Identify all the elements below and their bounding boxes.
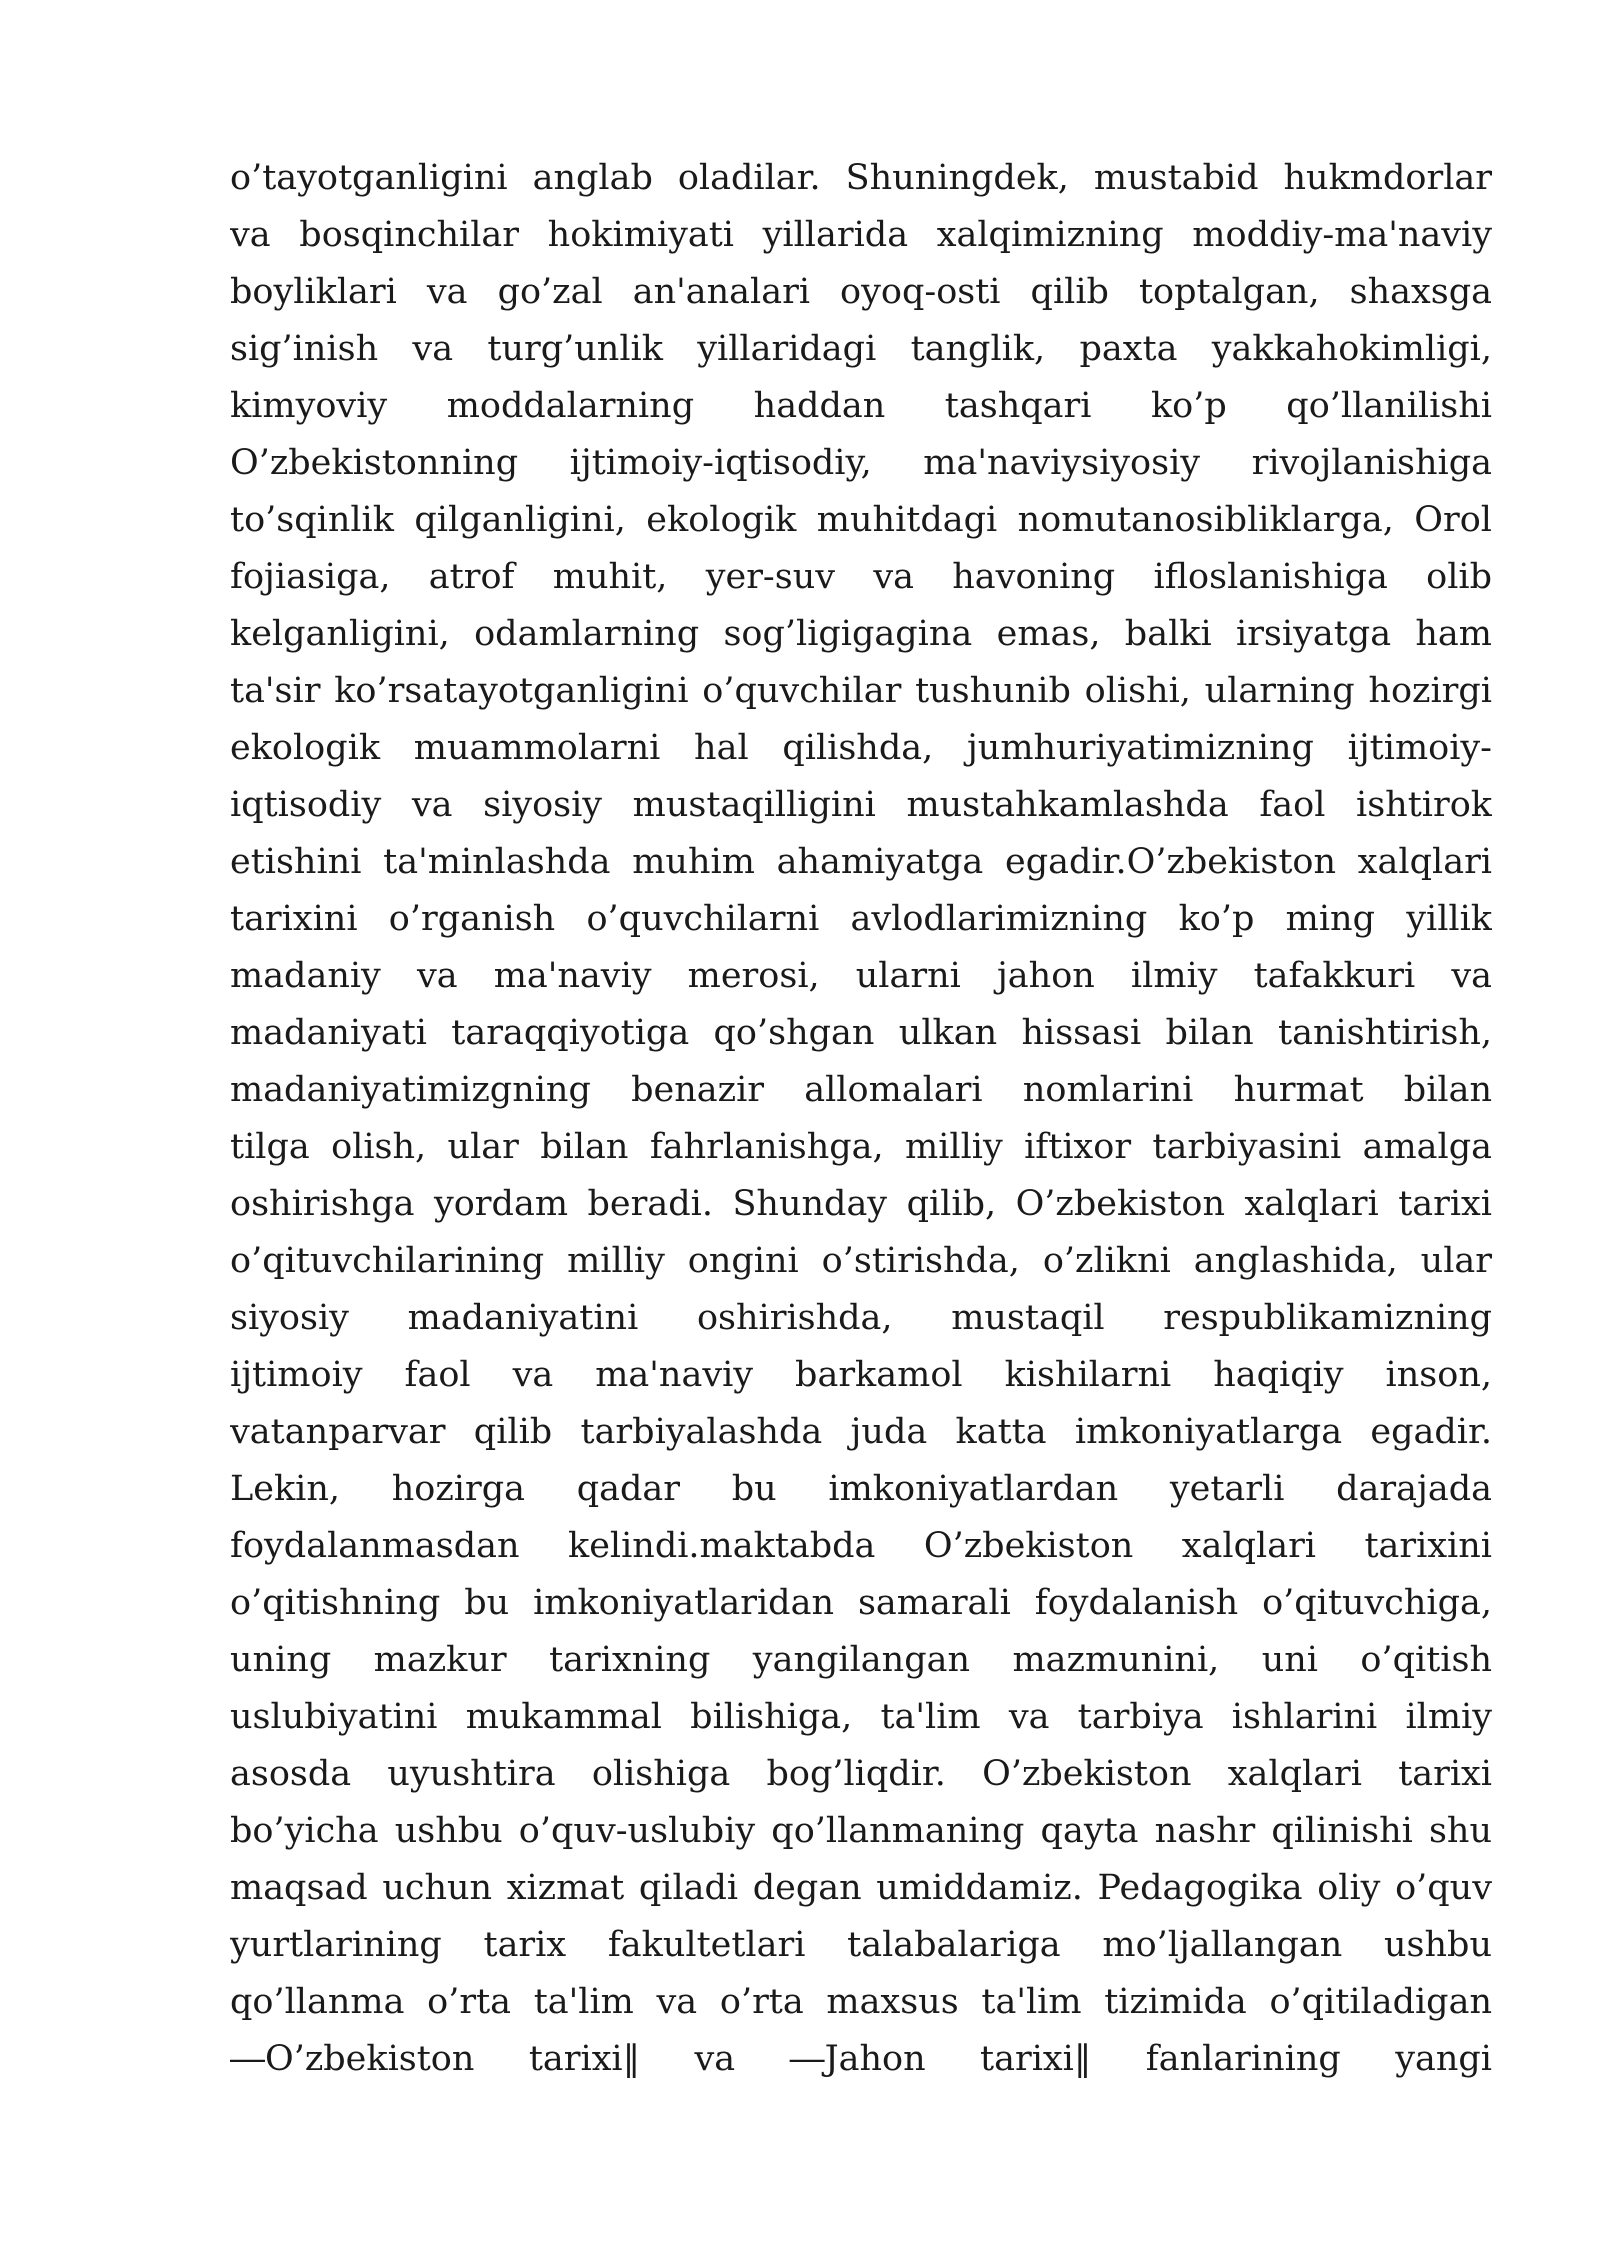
text-line: o’qitishning bu imkoniyatlaridan samarali foydalanish o’qituvchiga,	[230, 1583, 1492, 1623]
text-line: ekologik muammolarni hal qilishda, jumhuriyatimizning ijtimoiy-	[230, 728, 1492, 768]
text-line: kelganligini, odamlarning sog’ligigagina emas, balki irsiyatga ham	[230, 614, 1492, 654]
text-line: yurtlarining tarix fakultetlari talabalariga mo’ljallangan ushbu	[230, 1925, 1492, 1965]
text-line: qo’llanma o’rta ta'lim va o’rta maxsus ta'lim tizimida o’qitiladigan	[230, 1982, 1492, 2022]
text-line: to’sqinlik qilganligini, ekologik muhitdagi nomutanosibliklarga, Orol	[230, 500, 1492, 540]
text-line: fojiasiga, atrof muhit, yer-suv va havoning ifloslanishiga olib	[230, 557, 1492, 597]
text-line: ijtimoiy faol va ma'naviy barkamol kishilarni haqiqiy inson,	[230, 1355, 1492, 1395]
text-line: maqsad uchun xizmat qiladi degan umiddamiz. Pedagogika oliy o’quv	[230, 1868, 1492, 1908]
text-line: siyosiy madaniyatini oshirishda, mustaqil respublikamizning	[230, 1298, 1492, 1338]
text-line: uning mazkur tarixning yangilangan mazmunini, uni o’qitish	[230, 1640, 1492, 1680]
text-line: o’qituvchilarining milliy ongini o’stirishda, o’zlikni anglashida, ular	[230, 1241, 1492, 1281]
text-line: iqtisodiy va siyosiy mustaqilligini mustahkamlashda faol ishtirok	[230, 785, 1492, 825]
text-line: boyliklari va go’zal an'analari oyoq-osti qilib toptalgan, shaxsga	[230, 272, 1492, 312]
text-line: madaniyati taraqqiyotiga qo’shgan ulkan hissasi bilan tanishtirish,	[230, 1013, 1492, 1053]
text-line: uslubiyatini mukammal bilishiga, ta'lim va tarbiya ishlarini ilmiy	[230, 1697, 1492, 1737]
text-line: oshirishga yordam beradi. Shunday qilib, O’zbekiston xalqlari tarixi	[230, 1184, 1492, 1224]
text-line: o’tayotganligini anglab oladilar. Shuningdek, mustabid hukmdorlar	[230, 158, 1492, 198]
text-line: tarixini o’rganish o’quvchilarni avlodlarimizning ko’p ming yillik	[230, 899, 1492, 939]
text-line: madaniy va ma'naviy merosi, ularni jahon ilmiy tafakkuri va	[230, 956, 1492, 996]
text-line: ta'sir ko’rsatayotganligini o’quvchilar tushunib olishi, ularning hozirgi	[230, 671, 1492, 711]
text-line: etishini ta'minlashda muhim ahamiyatga egadir.O’zbekiston xalqlari	[230, 842, 1492, 882]
body-text	[230, 150, 1492, 2088]
text-line: asosda uyushtira olishiga bog’liqdir. O’zbekiston xalqlari tarixi	[230, 1754, 1492, 1794]
text-line: Lekin, hozirga qadar bu imkoniyatlardan yetarli darajada	[230, 1469, 1492, 1509]
text-line: foydalanmasdan kelindi.maktabda O’zbekiston xalqlari tarixini	[230, 1526, 1492, 1566]
text-line: va bosqinchilar hokimiyati yillarida xalqimizning moddiy-ma'naviy	[230, 215, 1492, 255]
text-line: ―O’zbekiston tarixi‖ va ―Jahon tarixi‖ fanlarining yangi	[230, 2039, 1492, 2079]
text-line: bo’yicha ushbu o’quv-uslubiy qo’llanmaning qayta nashr qilinishi shu	[230, 1811, 1492, 1851]
text-line: sig’inish va turg’unlik yillaridagi tanglik, paxta yakkahokimligi,	[230, 329, 1492, 369]
text-line: vatanparvar qilib tarbiyalashda juda katta imkoniyatlarga egadir.	[230, 1412, 1492, 1452]
text-line: madaniyatimizgning benazir allomalari nomlarini hurmat bilan	[230, 1070, 1492, 1110]
text-line: kimyoviy moddalarning haddan tashqari ko’p qo’llanilishi	[230, 386, 1492, 426]
text-line: O’zbekistonning ijtimoiy-iqtisodiy, ma'naviysiyosiy rivojlanishiga	[230, 443, 1492, 483]
text-line: tilga olish, ular bilan fahrlanishga, milliy iftixor tarbiyasini amalga	[230, 1127, 1492, 1167]
